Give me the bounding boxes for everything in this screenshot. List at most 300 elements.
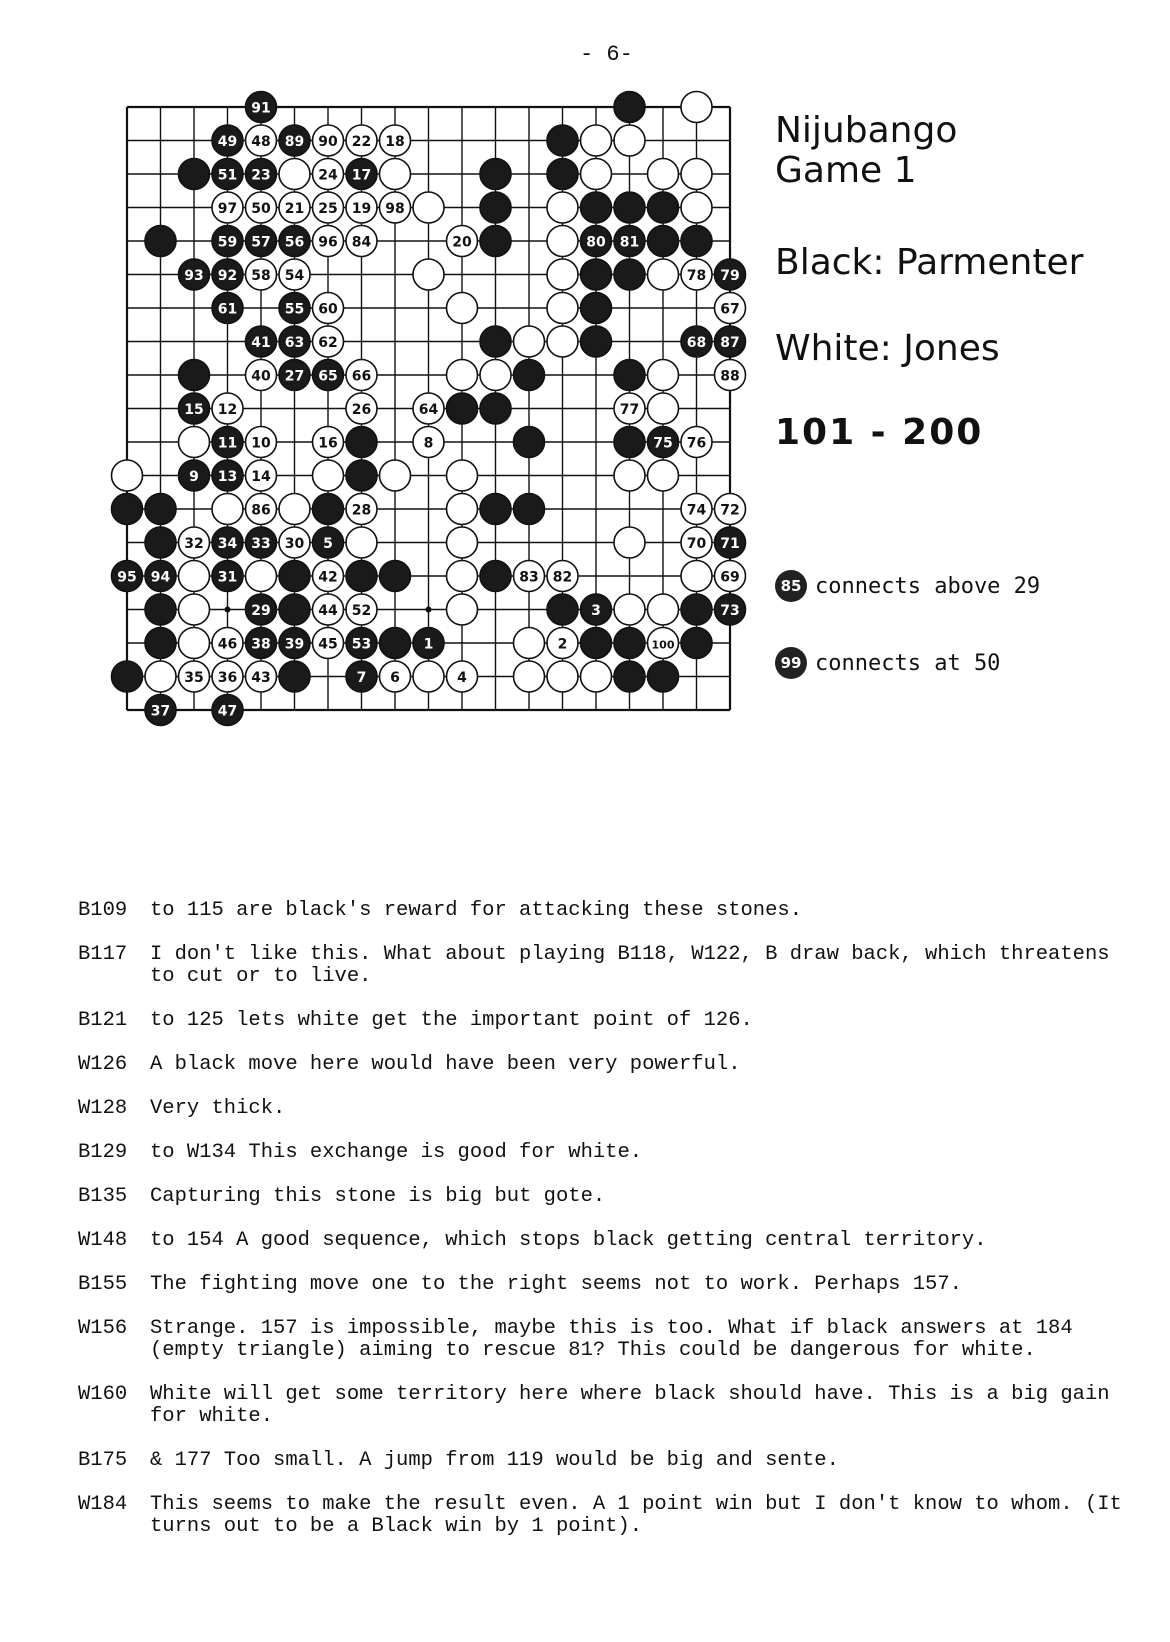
white-stone bbox=[547, 226, 578, 257]
black-stone bbox=[212, 427, 243, 458]
move-number: 68 bbox=[686, 335, 707, 351]
black-stone bbox=[145, 695, 176, 726]
star-point bbox=[426, 607, 432, 613]
move-number: 20 bbox=[452, 234, 472, 251]
black-stone bbox=[581, 628, 612, 659]
white-stone bbox=[246, 460, 277, 491]
white-stone bbox=[179, 628, 210, 659]
black-stone bbox=[547, 125, 578, 156]
black-stone bbox=[313, 494, 344, 525]
move-number: 44 bbox=[318, 603, 338, 619]
black-stone bbox=[715, 259, 746, 290]
white-stone bbox=[547, 661, 578, 692]
comment-text: Strange. 157 is impossible, maybe this is too. What if black answers at 184 (empty triangle) aiming to rescue 81? This could be dangerous for white. bbox=[150, 1317, 1073, 1362]
white-stone bbox=[447, 661, 478, 692]
move-number: 16 bbox=[318, 435, 338, 452]
move-number: 30 bbox=[284, 536, 305, 552]
move-number: 62 bbox=[318, 335, 338, 351]
white-stone bbox=[447, 561, 478, 592]
black-stone bbox=[145, 594, 176, 625]
white-stone bbox=[246, 125, 277, 156]
black-stone bbox=[212, 561, 243, 592]
white-stone bbox=[346, 494, 377, 525]
move-number: 3 bbox=[591, 603, 601, 619]
comment-item bbox=[78, 1274, 1138, 1296]
white-stone bbox=[681, 92, 712, 123]
move-ref: B121 bbox=[78, 1009, 128, 1032]
commentary bbox=[78, 900, 1138, 1560]
white-stone bbox=[681, 561, 712, 592]
comment-item bbox=[78, 1230, 1138, 1252]
move-number: 33 bbox=[251, 536, 271, 552]
black-stone bbox=[246, 628, 277, 659]
white-stone bbox=[715, 360, 746, 391]
move-number: 4 bbox=[457, 670, 467, 686]
black-stone bbox=[681, 628, 712, 659]
white-stone bbox=[279, 527, 310, 558]
black-stone bbox=[480, 561, 511, 592]
move-number: 46 bbox=[217, 636, 238, 653]
move-number: 17 bbox=[351, 167, 372, 184]
move-number: 67 bbox=[720, 301, 740, 318]
game-series-title: Nijubango bbox=[775, 110, 958, 151]
white-stone bbox=[313, 293, 344, 324]
white-stone bbox=[413, 427, 444, 458]
white-stone bbox=[681, 494, 712, 525]
move-number: 80 bbox=[586, 234, 606, 251]
move-number: 13 bbox=[217, 469, 238, 485]
move-number: 38 bbox=[251, 636, 271, 653]
white-stone bbox=[179, 561, 210, 592]
black-stone bbox=[112, 561, 143, 592]
white-stone bbox=[614, 125, 645, 156]
white-stone bbox=[112, 460, 143, 491]
move-ref: B135 bbox=[78, 1185, 128, 1208]
black-stone bbox=[145, 226, 176, 257]
white-stone bbox=[547, 628, 578, 659]
black-stone bbox=[145, 527, 176, 558]
black-stone bbox=[279, 293, 310, 324]
move-number: 9 bbox=[189, 469, 199, 485]
black-stone bbox=[179, 259, 210, 290]
move-ref: W156 bbox=[78, 1317, 128, 1340]
white-stone bbox=[681, 159, 712, 190]
go-board bbox=[95, 85, 740, 835]
move-ref: W148 bbox=[78, 1229, 128, 1252]
comment-item bbox=[78, 1318, 1138, 1362]
white-stone bbox=[246, 494, 277, 525]
black-stone bbox=[212, 125, 243, 156]
move-number: 29 bbox=[251, 603, 271, 619]
move-number: 79 bbox=[720, 268, 740, 284]
black-stone-icon: 85 bbox=[775, 570, 807, 602]
black-stone bbox=[346, 661, 377, 692]
white-stone bbox=[681, 259, 712, 290]
move-number: 54 bbox=[284, 268, 305, 284]
black-stone bbox=[480, 159, 511, 190]
white-stone bbox=[313, 427, 344, 458]
black-stone bbox=[413, 628, 444, 659]
comment-item bbox=[78, 1098, 1138, 1120]
white-stone bbox=[447, 360, 478, 391]
move-number: 2 bbox=[557, 636, 568, 653]
move-number: 48 bbox=[251, 134, 271, 150]
black-stone bbox=[480, 226, 511, 257]
black-stone bbox=[246, 226, 277, 257]
black-stone bbox=[581, 226, 612, 257]
comment-text: I don't like this. What about playing B118, W122, B draw back, which threatens to cut or to live. bbox=[150, 943, 1110, 988]
white-stone bbox=[447, 527, 478, 558]
white-stone bbox=[380, 159, 411, 190]
move-number: 42 bbox=[318, 569, 338, 586]
move-number: 24 bbox=[318, 167, 338, 184]
game-number: Game 1 bbox=[775, 150, 917, 191]
black-stone bbox=[380, 628, 411, 659]
black-stone bbox=[581, 326, 612, 357]
black-stone bbox=[581, 259, 612, 290]
white-stone bbox=[681, 427, 712, 458]
move-number: 78 bbox=[686, 268, 707, 284]
black-stone bbox=[246, 92, 277, 123]
page-number: - 6- bbox=[580, 42, 633, 67]
move-number: 28 bbox=[351, 502, 372, 519]
white-stone bbox=[346, 192, 377, 223]
white-stone bbox=[547, 192, 578, 223]
move-number: 19 bbox=[351, 201, 372, 217]
white-stone bbox=[648, 628, 679, 659]
move-number: 40 bbox=[251, 368, 271, 385]
move-number: 21 bbox=[284, 201, 305, 217]
black-stone bbox=[715, 527, 746, 558]
move-number: 26 bbox=[351, 402, 372, 418]
white-stone bbox=[346, 226, 377, 257]
black-stone bbox=[279, 628, 310, 659]
white-stone bbox=[380, 661, 411, 692]
comment-item bbox=[78, 1450, 1138, 1472]
white-stone bbox=[514, 661, 545, 692]
move-number: 63 bbox=[284, 335, 305, 351]
diagram-note bbox=[775, 570, 1040, 602]
black-stone bbox=[279, 326, 310, 357]
white-stone bbox=[614, 527, 645, 558]
move-number: 27 bbox=[284, 368, 305, 385]
white-stone bbox=[313, 326, 344, 357]
black-stone bbox=[614, 427, 645, 458]
white-stone bbox=[480, 360, 511, 391]
move-number: 70 bbox=[686, 536, 707, 552]
white-stone bbox=[447, 594, 478, 625]
white-stone bbox=[313, 125, 344, 156]
move-number: 92 bbox=[217, 268, 238, 284]
star-point bbox=[225, 607, 231, 613]
black-stone bbox=[648, 192, 679, 223]
white-stone bbox=[179, 427, 210, 458]
white-stone bbox=[246, 427, 277, 458]
white-stone bbox=[313, 460, 344, 491]
move-number: 55 bbox=[284, 301, 305, 318]
move-ref: B117 bbox=[78, 943, 128, 966]
move-ref: B109 bbox=[78, 899, 128, 922]
white-stone bbox=[413, 259, 444, 290]
black-stone bbox=[581, 192, 612, 223]
white-stone bbox=[547, 259, 578, 290]
white-stone bbox=[346, 527, 377, 558]
black-stone bbox=[346, 159, 377, 190]
move-number: 12 bbox=[217, 402, 238, 418]
white-stone bbox=[413, 393, 444, 424]
white-stone bbox=[313, 594, 344, 625]
black-stone bbox=[681, 226, 712, 257]
black-stone bbox=[145, 628, 176, 659]
white-stone bbox=[715, 293, 746, 324]
black-stone bbox=[212, 695, 243, 726]
move-number: 77 bbox=[619, 402, 640, 418]
white-stone bbox=[346, 360, 377, 391]
move-number: 60 bbox=[318, 301, 338, 318]
black-stone bbox=[581, 293, 612, 324]
move-number: 81 bbox=[619, 234, 640, 251]
white-stone bbox=[447, 226, 478, 257]
black-stone bbox=[547, 159, 578, 190]
move-number: 1 bbox=[423, 636, 434, 653]
white-stone bbox=[179, 594, 210, 625]
white-stone bbox=[212, 628, 243, 659]
black-stone bbox=[246, 527, 277, 558]
move-number: 5 bbox=[323, 536, 333, 552]
move-number: 74 bbox=[686, 502, 707, 519]
black-stone bbox=[514, 427, 545, 458]
white-stone bbox=[212, 494, 243, 525]
white-stone bbox=[681, 527, 712, 558]
black-stone bbox=[279, 661, 310, 692]
black-stone bbox=[614, 360, 645, 391]
move-number: 82 bbox=[552, 569, 573, 586]
white-stone bbox=[614, 393, 645, 424]
comment-item bbox=[78, 900, 1138, 922]
move-number: 7 bbox=[356, 670, 367, 686]
comment-text: Capturing this stone is big but gote. bbox=[150, 1185, 606, 1208]
black-stone bbox=[246, 159, 277, 190]
move-number: 36 bbox=[217, 670, 238, 686]
move-number: 65 bbox=[318, 368, 338, 385]
move-number: 51 bbox=[217, 167, 238, 184]
comment-item bbox=[78, 1494, 1138, 1538]
white-stone bbox=[246, 661, 277, 692]
black-stone bbox=[212, 460, 243, 491]
black-stone bbox=[581, 594, 612, 625]
black-stone bbox=[346, 427, 377, 458]
black-stone bbox=[279, 226, 310, 257]
black-stone bbox=[212, 259, 243, 290]
black-stone bbox=[514, 360, 545, 391]
white-stone bbox=[547, 293, 578, 324]
white-stone bbox=[279, 192, 310, 223]
move-number: 100 bbox=[651, 638, 675, 652]
move-number: 73 bbox=[720, 603, 740, 619]
white-stone bbox=[681, 192, 712, 223]
black-stone bbox=[715, 594, 746, 625]
comment-text: to 154 A good sequence, which stops black getting central territory. bbox=[150, 1229, 987, 1252]
comment-text: This seems to make the result even. A 1 point win but I don't know to whom. (It turns out to be a Black win by 1 point). bbox=[150, 1493, 1122, 1538]
move-number: 47 bbox=[217, 703, 238, 720]
black-stone bbox=[648, 427, 679, 458]
move-number: 71 bbox=[720, 536, 740, 552]
move-number: 64 bbox=[418, 402, 439, 418]
comment-text: to 115 are black's reward for attacking these stones. bbox=[150, 899, 803, 922]
move-number: 59 bbox=[217, 234, 238, 251]
white-stone bbox=[179, 527, 210, 558]
white-stone bbox=[614, 594, 645, 625]
black-stone bbox=[179, 159, 210, 190]
white-stone bbox=[514, 561, 545, 592]
move-number: 10 bbox=[251, 435, 271, 452]
black-stone bbox=[246, 326, 277, 357]
black-stone bbox=[614, 226, 645, 257]
move-number: 53 bbox=[351, 636, 372, 653]
black-stone bbox=[212, 293, 243, 324]
move-number: 95 bbox=[117, 569, 137, 586]
black-stone bbox=[246, 594, 277, 625]
black-stone bbox=[313, 527, 344, 558]
white-stone bbox=[279, 494, 310, 525]
move-number: 43 bbox=[251, 670, 271, 686]
move-number: 88 bbox=[720, 368, 740, 385]
black-stone bbox=[212, 159, 243, 190]
white-stone bbox=[313, 159, 344, 190]
move-ref: W128 bbox=[78, 1097, 128, 1120]
white-stone bbox=[380, 460, 411, 491]
comment-text: A black move here would have been very powerful. bbox=[150, 1053, 741, 1076]
move-number: 39 bbox=[284, 636, 305, 653]
move-number: 50 bbox=[251, 201, 271, 217]
black-stone bbox=[212, 226, 243, 257]
move-number: 14 bbox=[251, 469, 271, 485]
black-stone bbox=[614, 661, 645, 692]
white-stone bbox=[380, 125, 411, 156]
white-stone bbox=[547, 561, 578, 592]
move-number: 56 bbox=[284, 234, 305, 251]
white-stone bbox=[179, 661, 210, 692]
black-stone bbox=[380, 561, 411, 592]
white-stone bbox=[447, 293, 478, 324]
black-stone bbox=[547, 594, 578, 625]
move-number: 76 bbox=[686, 435, 707, 452]
comment-text: & 177 Too small. A jump from 119 would be big and sente. bbox=[150, 1449, 839, 1472]
black-stone bbox=[279, 125, 310, 156]
white-stone bbox=[212, 393, 243, 424]
white-stone bbox=[648, 460, 679, 491]
black-stone bbox=[681, 594, 712, 625]
white-stone bbox=[514, 326, 545, 357]
comment-item bbox=[78, 944, 1138, 988]
black-stone bbox=[112, 494, 143, 525]
move-number: 75 bbox=[653, 435, 673, 452]
move-number: 96 bbox=[318, 234, 338, 251]
move-number: 49 bbox=[217, 134, 238, 150]
white-stone bbox=[581, 661, 612, 692]
black-stone bbox=[279, 360, 310, 391]
white-stone bbox=[715, 494, 746, 525]
move-number: 37 bbox=[150, 703, 171, 720]
black-stone bbox=[614, 628, 645, 659]
move-ref: W126 bbox=[78, 1053, 128, 1076]
white-stone bbox=[346, 125, 377, 156]
white-stone bbox=[346, 594, 377, 625]
black-stone bbox=[648, 661, 679, 692]
black-stone bbox=[715, 326, 746, 357]
move-number: 15 bbox=[184, 402, 204, 418]
move-number: 31 bbox=[217, 569, 238, 586]
move-ref: B129 bbox=[78, 1141, 128, 1164]
white-stone bbox=[648, 159, 679, 190]
black-stone bbox=[614, 92, 645, 123]
move-number: 32 bbox=[184, 536, 204, 552]
comment-text: to W134 This exchange is good for white. bbox=[150, 1141, 643, 1164]
move-ref: B175 bbox=[78, 1449, 128, 1472]
black-stone bbox=[514, 494, 545, 525]
comment-item bbox=[78, 1010, 1138, 1032]
black-stone bbox=[145, 561, 176, 592]
move-ref: W184 bbox=[78, 1493, 128, 1516]
move-number: 45 bbox=[318, 636, 338, 653]
move-number: 35 bbox=[184, 670, 204, 686]
white-stone bbox=[246, 561, 277, 592]
move-number: 34 bbox=[217, 536, 238, 552]
black-stone bbox=[346, 460, 377, 491]
black-stone bbox=[179, 460, 210, 491]
white-stone bbox=[581, 159, 612, 190]
white-stone bbox=[648, 594, 679, 625]
note-text: connects at 50 bbox=[815, 650, 1001, 676]
move-number: 23 bbox=[251, 167, 271, 184]
white-stone bbox=[313, 192, 344, 223]
comment-text: The fighting move one to the right seems not to work. Perhaps 157. bbox=[150, 1273, 962, 1296]
black-stone bbox=[179, 360, 210, 391]
move-number: 57 bbox=[251, 234, 271, 251]
black-stone bbox=[212, 527, 243, 558]
move-number: 18 bbox=[385, 134, 405, 150]
white-stone bbox=[648, 393, 679, 424]
white-stone bbox=[246, 259, 277, 290]
black-stone bbox=[447, 393, 478, 424]
move-number: 25 bbox=[318, 201, 338, 217]
move-number: 69 bbox=[720, 569, 740, 586]
note-text: connects above 29 bbox=[815, 573, 1041, 599]
move-number: 6 bbox=[390, 670, 400, 686]
comment-item bbox=[78, 1142, 1138, 1164]
move-ref: B155 bbox=[78, 1273, 128, 1296]
black-stone bbox=[648, 226, 679, 257]
move-number: 84 bbox=[351, 234, 372, 251]
white-stone bbox=[346, 393, 377, 424]
move-number: 87 bbox=[720, 335, 740, 351]
move-number: 52 bbox=[351, 603, 372, 619]
black-stone bbox=[145, 494, 176, 525]
move-number: 94 bbox=[150, 569, 171, 586]
white-stone bbox=[581, 125, 612, 156]
white-stone bbox=[313, 226, 344, 257]
move-number: 11 bbox=[217, 435, 238, 452]
move-number: 8 bbox=[423, 435, 434, 452]
move-number: 61 bbox=[217, 301, 238, 318]
white-stone bbox=[447, 494, 478, 525]
comment-item bbox=[78, 1384, 1138, 1428]
white-stone bbox=[246, 360, 277, 391]
move-range: 101 - 200 bbox=[775, 412, 984, 453]
move-number: 93 bbox=[184, 268, 204, 284]
white-stone bbox=[547, 326, 578, 357]
move-number: 89 bbox=[284, 134, 305, 150]
